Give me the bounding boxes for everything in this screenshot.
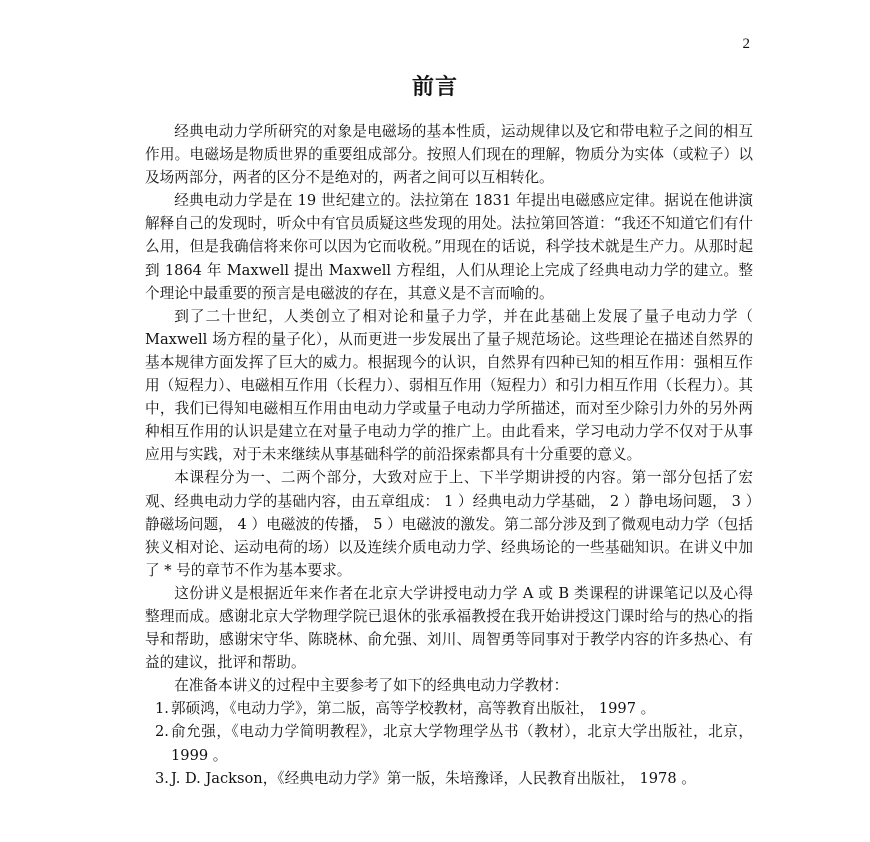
- reference-item: [145, 697, 753, 720]
- paragraph: 这份讲义是根据近年来作者在北京大学讲授电动力学 A 或 B 类课程的讲课笔记以及心得整理而成。感谢北京大学物理学院已退休的张承福教授在我开始讲授这门课时给与的热心的指导和帮助，感谢宋守华、陈晓林、俞允强、刘川、周智勇等同事对于教学内容的许多热心、有益的建议，批评和帮助。: [145, 584, 753, 672]
- paragraph: 经典电动力学所研究的对象是电磁场的基本性质，运动规律以及它和带电粒子之间的相互作用。电磁场是物质世界的重要组成部分。按照人们现在的理解，物质分为实体（或粒子）以及场两部分，两者的区分不是绝对的，两者之间可以互相转化。: [145, 123, 753, 187]
- reference-number: 1.: [155, 700, 169, 718]
- references-intro: 在准备本讲义的过程中主要参考了如下的经典电动力学教材：: [174, 677, 569, 695]
- page-number: 2: [742, 36, 750, 52]
- paragraph: 到了二十世纪，人类创立了相对论和量子力学，并在此基础上发展了量子电动力学（ Maxwell 场方程的量子化），从而更进一步发展出了量子规范场论。这些理论在描述自然界的基本规律方面发挥了巨大的威力。根据现今的认识，自然界有四种已知的相互作用：强相互作用（短程力）、电磁相互作用（长程力）、弱相互作用（短程力）和引力相互作用（长程力）。其中，我们已得知电磁相互作用由电动力学或量子电动力学所描述，而对至少除引力外的另外两种相互作用的认识是建立在对量子电动力学的推广上。由此看来，学习电动力学不仅对于从事应用与实践，对于未来继续从事基础科学的前沿探索都具有十分重要的意义。: [145, 307, 753, 464]
- paragraph: 本课程分为一、二两个部分，大致对应于上、下半学期讲授的内容。第一部分包括了宏观、经典电动力学的基础内容，由五章组成： 1 ）经典电动力学基础， 2 ）静电场问题， 3 ）静磁场问题， 4 ）电磁波的传播， 5 ）电磁波的激发。第二部分涉及到了微观电动力学（包括狭义相对论、运动电荷的场）以及连续介质电动力学、经典场论的一些基础知识。在讲义中加了 * 号的章节不作为基本要求。: [145, 469, 753, 579]
- reference-item: [145, 720, 753, 766]
- reference-number: 2.: [155, 723, 169, 741]
- page-title: 前言: [411, 75, 458, 100]
- reference-text: 俞允强，《电动力学简明教程》，北京大学物理学丛书（教材），北京大学出版社，北京， 1999 。: [171, 723, 753, 764]
- reference-item: [145, 767, 753, 790]
- reference-text: 郭硕鸿，《电动力学》，第二版，高等学校教材，高等教育出版社， 1997 。: [171, 700, 656, 718]
- reference-list: [145, 697, 753, 789]
- reference-number: 3.: [155, 769, 169, 787]
- paragraph: 经典电动力学是在 19 世纪建立的。法拉第在 1831 年提出电磁感应定律。据说在他讲演解释自己的发现时，听众中有官员质疑这些发现的用处。法拉第回答道：“我还不知道它们有什么用，但是我确信将来你可以因为它而收税。”用现在的话说，科学技术就是生产力。从那时起到 1864 年 Maxwell 提出 Maxwell 方程组，人们从理论上完成了经典电动力学的建立。整个理论中最重要的预言是电磁波的存在，其意义是不言而喻的。: [145, 192, 753, 302]
- reference-text: J. D. Jackson，《经典电动力学》第一版，朱培豫译，人民教育出版社， 1978 。: [171, 769, 696, 787]
- preface-content: [145, 120, 753, 790]
